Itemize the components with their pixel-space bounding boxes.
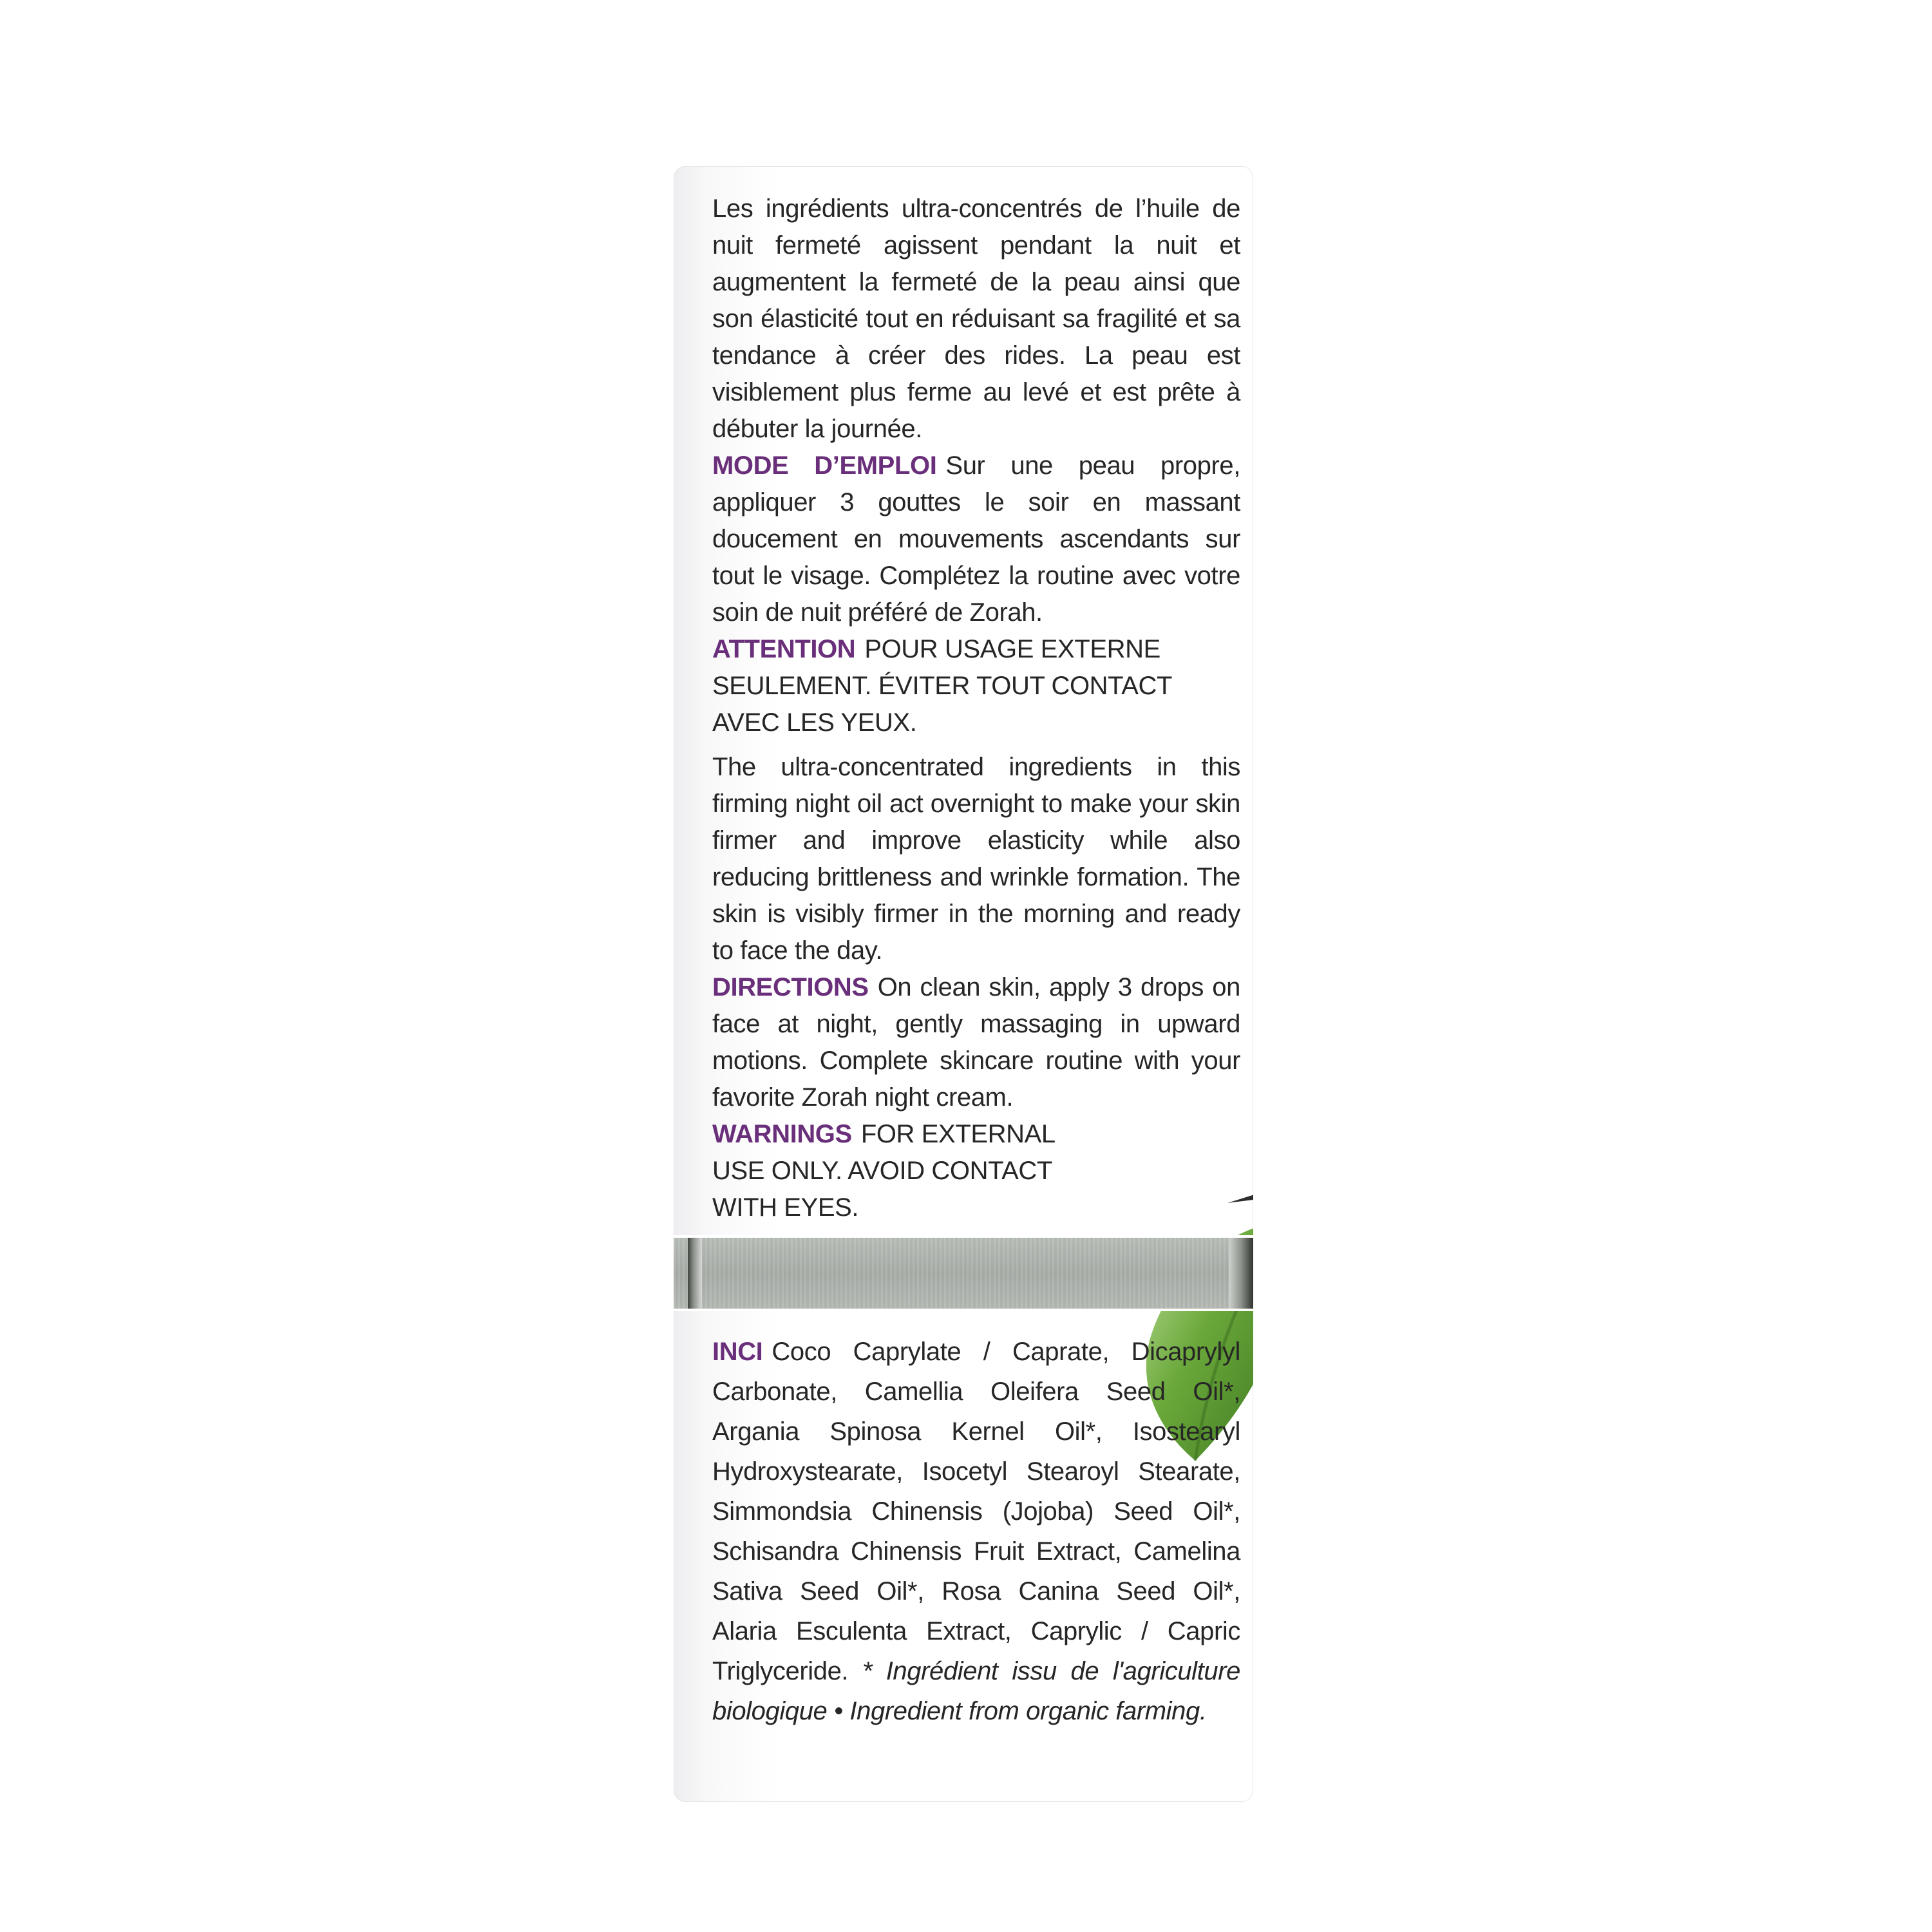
ingredients-text: Coco Caprylate / Caprate, Dicaprylyl Carbonate, Camellia Oleifera Seed Oil*, Argania Spinosa Kernel Oil*, Isostearyl Hydroxystearate, Isocetyl Stearoyl Stearate, Simmondsia Chinensis (Jojoba) Seed Oil*, Schisandra Chinensis Fruit Extract, Camelina Sativa Seed Oil*, Rosa Canina Seed Oil*, Alaria Esculenta Extract, Caprylic / Capric Triglyceride. [712,1338,1240,1685]
french-warning [712,631,1215,741]
english-directions-text: On clean skin, apply 3 drops on face at night, gently massaging in upward motions. Complete skincare routine with your favorite Zorah night cream. [712,973,1240,1112]
french-warning-label: ATTENTION [712,635,856,663]
foil-edge-left [688,1238,702,1309]
english-warning-text: FOR EXTERNAL USE ONLY. AVOID CONTACT WITH EYES. [712,1120,1055,1222]
ingredients-label: INCI [712,1338,763,1366]
product-box-panel [674,166,1253,1802]
french-section [712,191,1240,741]
foil-strip [674,1235,1253,1311]
english-section [712,749,1240,1226]
ingredients-footnote: * Ingrédient issu de l'agriculture biologique • Ingredient from organic farming. [712,1657,1240,1725]
ingredients-section [712,1332,1240,1731]
french-directions [712,448,1240,631]
english-warning-label: WARNINGS [712,1120,852,1148]
english-directions [712,969,1240,1116]
foil-edge-right [1229,1238,1253,1309]
french-description: Les ingrédients ultra-concentrés de l’huile de nuit fermeté agissent pendant la nuit et augmentent la fermeté de la peau ainsi que son élasticité tout en réduisant sa fragilité et sa tendance à créer des rides. La peau est visiblement plus ferme au levé et est prête à débuter la journée. [712,194,1240,443]
french-warning-text: POUR USAGE EXTERNE SEULEMENT. ÉVITER TOUT CONTACT AVEC LES YEUX. [712,635,1172,737]
english-directions-label: DIRECTIONS [712,973,869,1001]
french-directions-label: MODE D’EMPLOI [712,451,937,480]
french-directions-text: Sur une peau propre, appliquer 3 gouttes le soir en massant doucement en mouvements ascendants sur tout le visage. Complétez la routine avec votre soin de nuit préféré de Zorah. [712,451,1240,627]
ingredients-list [712,1332,1240,1731]
english-warning [712,1116,1112,1226]
english-description: The ultra-concentrated ingredients in this firming night oil act overnight to make your skin firmer and improve elasticity while also reducing brittleness and wrinkle formation. The skin is visibly firmer in the morning and ready to face the day. [712,753,1240,965]
